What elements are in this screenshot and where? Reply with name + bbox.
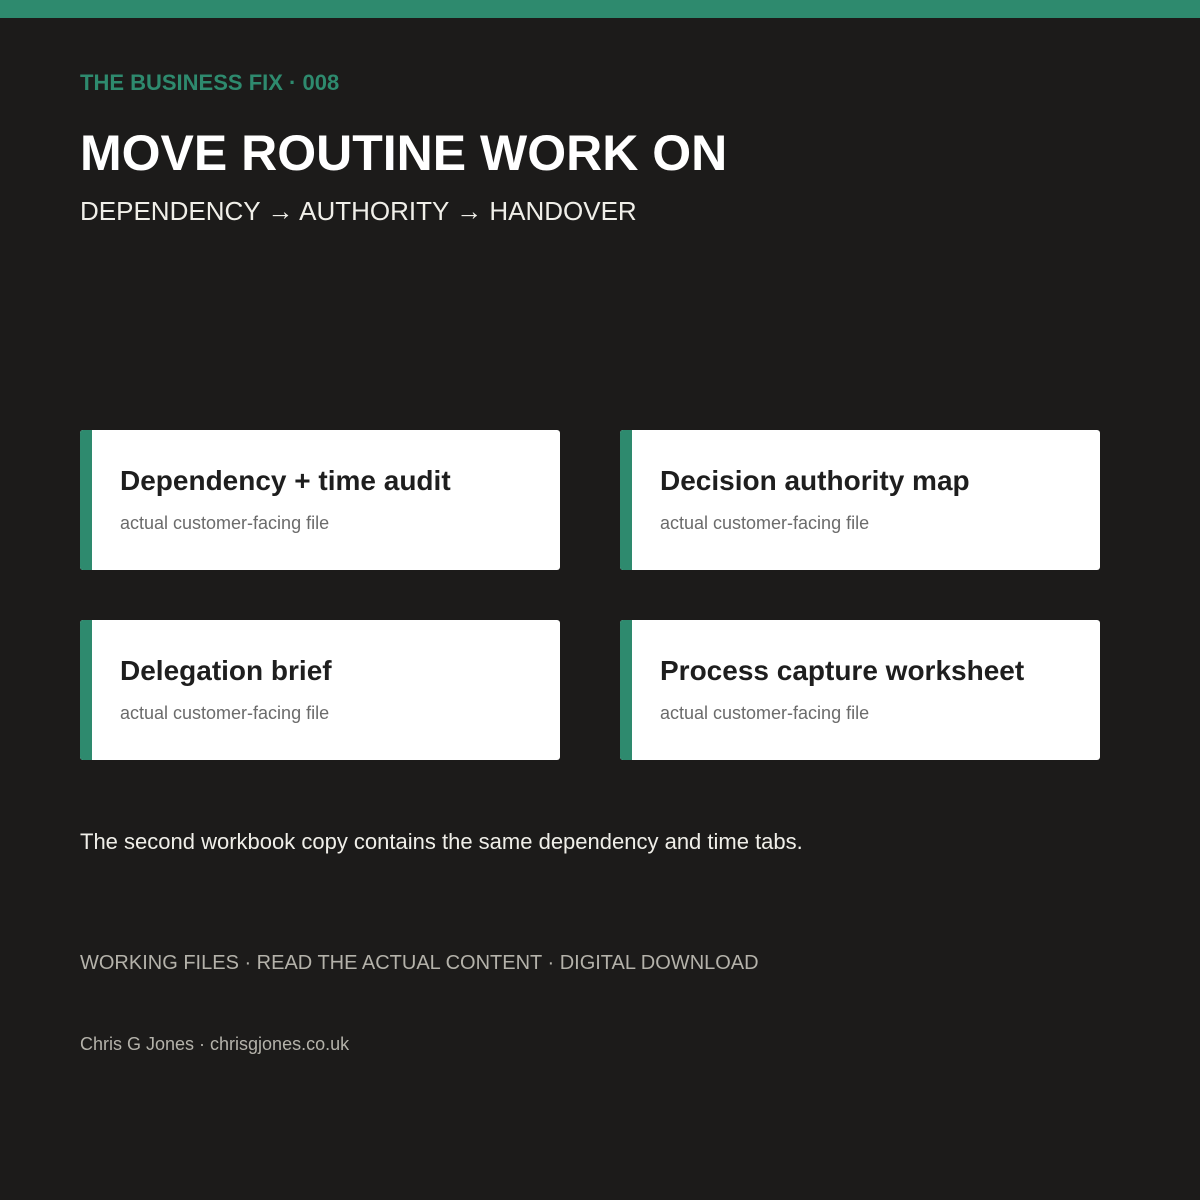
card-accent-stripe	[620, 430, 632, 570]
series-label: THE BUSINESS FIX · 008	[80, 70, 340, 95]
file-card-delegation-brief	[80, 620, 560, 760]
file-card-dependency-time-audit	[80, 430, 560, 570]
card-title: Process capture worksheet	[660, 655, 1025, 686]
card-accent-stripe	[80, 430, 92, 570]
card-title: Decision authority map	[660, 465, 970, 496]
card-title: Dependency + time audit	[120, 465, 451, 496]
card-description: actual customer-facing file	[660, 703, 870, 723]
card-accent-stripe	[80, 620, 92, 760]
author-credit: Chris G Jones · chrisgjones.co.uk	[80, 1034, 350, 1054]
card-description: actual customer-facing file	[120, 513, 330, 533]
card-description: actual customer-facing file	[120, 703, 330, 723]
file-card-process-capture-worksheet	[620, 620, 1100, 760]
page-subtitle: DEPENDENCY → AUTHORITY → HANDOVER	[80, 196, 637, 226]
file-card-decision-authority-map	[620, 430, 1100, 570]
workbook-note: The second workbook copy contains the same dependency and time tabs.	[80, 829, 803, 854]
top-accent-bar	[0, 0, 1200, 18]
card-accent-stripe	[620, 620, 632, 760]
card-description: actual customer-facing file	[660, 513, 870, 533]
page-title: MOVE ROUTINE WORK ON	[80, 125, 728, 181]
tagline: WORKING FILES · READ THE ACTUAL CONTENT · DIGITAL DOWNLOAD	[80, 952, 759, 974]
card-title: Delegation brief	[120, 655, 332, 686]
